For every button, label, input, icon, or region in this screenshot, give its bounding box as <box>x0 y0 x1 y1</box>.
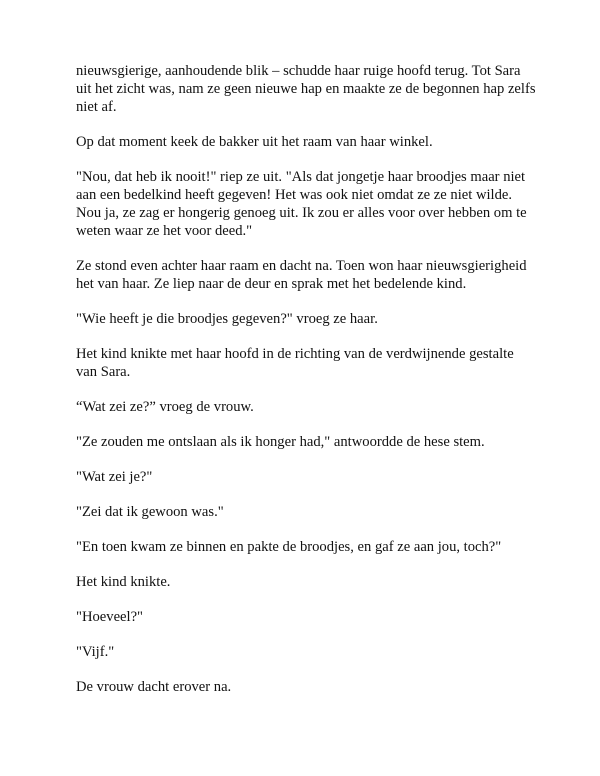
paragraph: "Zei dat ik gewoon was." <box>76 504 224 520</box>
paragraph: "Nou, dat heb ik nooit!" riep ze uit. "Als dat jongetje haar broodjes maar niet aan een bedelkind heeft gegeven! Het was ook niet omdat ze ze niet wilde. Nou ja, ze zag er hongerig genoeg uit. Ik zou er alles voor over hebben om te weten waar ze het voor deed." <box>76 169 527 239</box>
paragraph: "Ze zouden me ontslaan als ik honger had," antwoordde de hese stem. <box>76 434 485 450</box>
paragraph: Ze stond even achter haar raam en dacht na. Toen won haar nieuwsgierigheid het van haar. Ze liep naar de deur en sprak met het bedelende kind. <box>76 258 527 292</box>
paragraph: nieuwsgierige, aanhoudende blik – schudde haar ruige hoofd terug. Tot Sara uit het zicht was, nam ze geen nieuwe hap en maakte ze de begonnen hap zelfs niet af. <box>76 63 536 115</box>
paragraph: "Vijf." <box>76 644 115 660</box>
paragraph: "En toen kwam ze binnen en pakte de broodjes, en gaf ze aan jou, toch?" <box>76 539 502 555</box>
paragraph: Het kind knikte. <box>76 574 171 590</box>
paragraph: De vrouw dacht erover na. <box>76 679 232 695</box>
paragraph: "Wie heeft je die broodjes gegeven?" vroeg ze haar. <box>76 311 378 327</box>
paragraph: Op dat moment keek de bakker uit het raam van haar winkel. <box>76 134 433 150</box>
paragraph: “Wat zei ze?” vroeg de vrouw. <box>76 399 254 415</box>
paragraph: "Wat zei je?" <box>76 469 153 485</box>
paragraph: Het kind knikte met haar hoofd in de richting van de verdwijnende gestalte van Sara. <box>76 346 514 380</box>
document-page <box>76 62 536 713</box>
paragraph: "Hoeveel?" <box>76 609 144 625</box>
